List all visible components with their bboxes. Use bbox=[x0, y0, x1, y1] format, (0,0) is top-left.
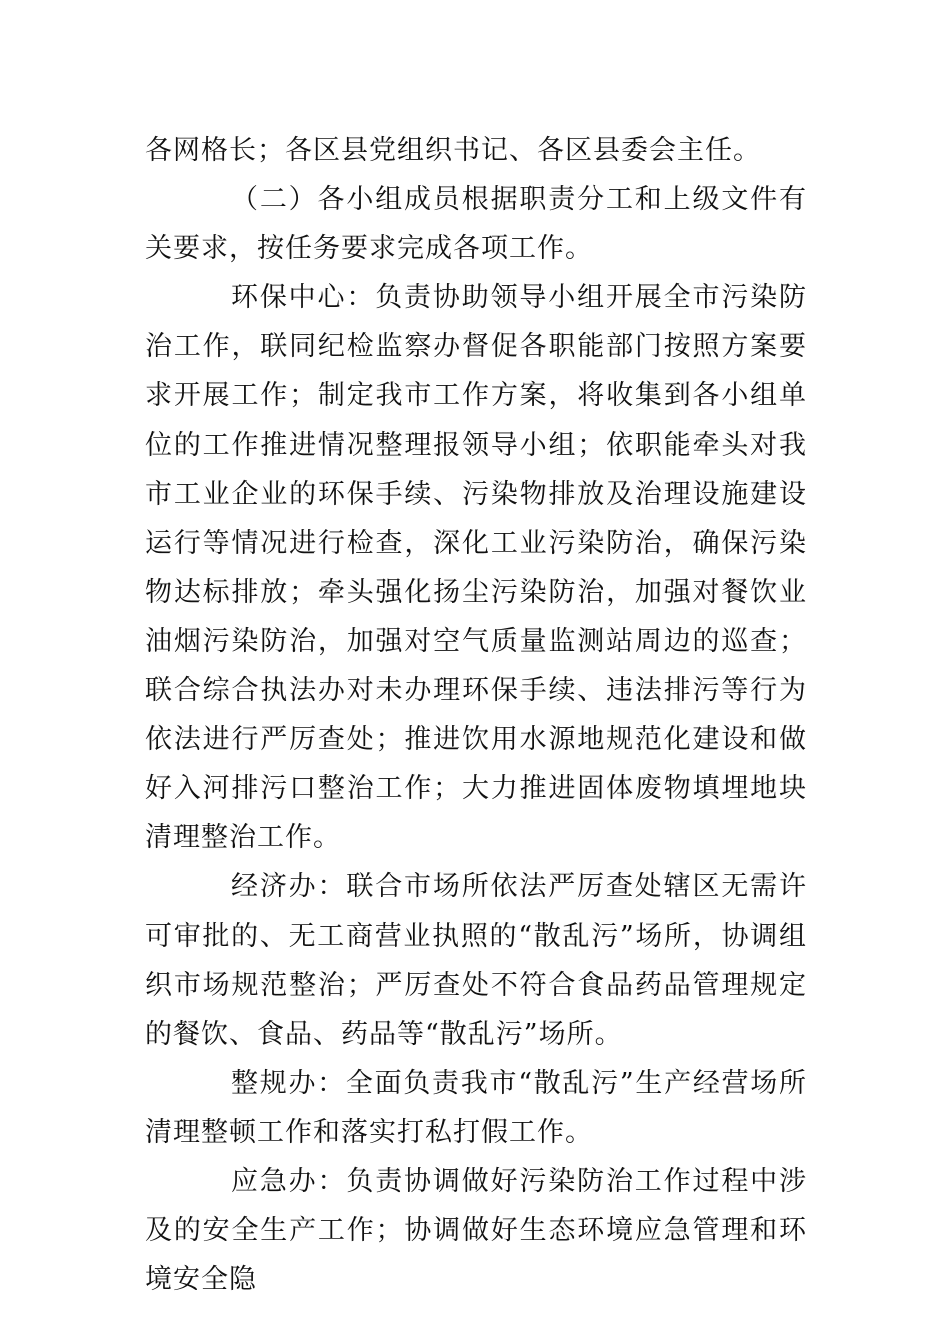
paragraph-emergency-office: 应急办：负责协调做好污染防治工作过程中涉及的安全生产工作；协调做好生态环境应急管理和环境安全隐 bbox=[145, 1165, 807, 1296]
paragraph-environment-center: 环保中心：负责协助领导小组开展全市污染防治工作，联同纪检监察办督促各职能部门按照方案要求开展工作；制定我市工作方案，将收集到各小组单位的工作推进情况整理报领导小组；依职能牵头对我市工业企业的环保手续、污染物排放及治理设施建设运行等情况进行检查，深化工业污染防治，确保污染物达标排放；牵头强化扬尘污染防治，加强对餐饮业油烟污染防治，加强对空气质量监测站周边的巡查；联合综合执法办对未办理环保手续、违法排污等行为依法进行严厉查处；推进饮用水源地规范化建设和做好入河排污口整治工作；大力推进固体废物填埋地块清理整治工作。 bbox=[145, 282, 807, 854]
paragraph-continuation: 各网格长；各区县党组织书记、各区县委会主任。 bbox=[145, 135, 761, 166]
paragraph-section-two: （二）各小组成员根据职责分工和上级文件有关要求，按任务要求完成各项工作。 bbox=[145, 184, 807, 265]
paragraph-economic-office: 经济办：联合市场所依法严厉查处辖区无需许可审批的、无工商营业执照的“散乱污”场所，协调组织市场规范整治；严厉查处不符合食品药品管理规定的餐饮、食品、药品等“散乱污”场所。 bbox=[145, 871, 807, 1050]
document-body bbox=[145, 126, 807, 1304]
paragraph-regulation-office: 整规办：全面负责我市“散乱污”生产经营场所清理整顿工作和落实打私打假工作。 bbox=[145, 1067, 807, 1148]
